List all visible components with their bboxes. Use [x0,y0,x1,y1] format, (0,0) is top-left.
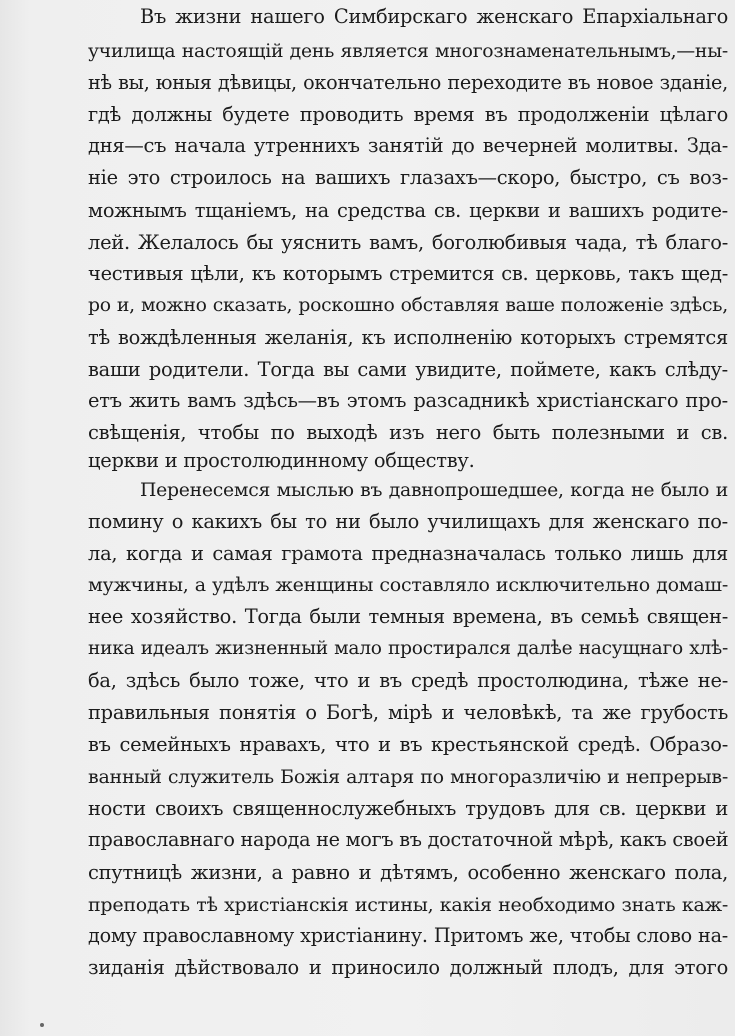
paragraph-2-line-3: ла, когда и самая грамота предназначалась только лишь для [88,542,728,565]
paragraph-1-line-3: нѣ вы, юныя дѣвицы, окончательно переходите въ новое зданіе, [88,71,728,94]
paragraph-1-line-12: ваши родители. Тогда вы сами увидите, поймете, какъ слѣду- [88,358,728,381]
ink-speck [40,1023,44,1027]
paragraph-2-line-7: ба, здѣсь было тоже, что и въ средѣ простолюдина, тѣже не- [88,669,728,692]
paragraph-1-line-4: гдѣ должны будете проводить время въ продолженіи цѣлаго [88,103,728,126]
paragraph-1-line-1: Въ жизни нашего Симбирскаго женскаго Епархіальнаго [140,5,728,28]
paragraph-2-line-6: ника идеалъ жизненный мало простирался далѣе насущнаго хлѣ- [88,638,728,659]
paragraph-2-line-8: правильныя понятія о Богѣ, мірѣ и человѣкѣ, та же грубость [88,701,728,724]
paragraph-1-line-8: лей. Желалось бы уяснить вамъ, боголюбивыя чада, тѣ благо- [88,231,728,254]
paragraph-1-line-6: ніе это строилось на вашихъ глазахъ—скоро, быстро, съ воз- [88,166,728,189]
paragraph-2-line-16: зиданія дѣйствовало и приносило должный плодъ, для этого [88,956,728,979]
paragraph-1-line-9: честивыя цѣли, къ которымъ стремится св. церковь, такъ щед- [88,262,728,285]
paragraph-2-line-10: ванный служитель Божія алтаря по многоразличію и непрерыв- [88,766,728,788]
paragraph-2-line-12: православнаго народа не могъ въ достаточной мѣрѣ, какъ своей [88,828,729,851]
paragraph-2-line-5: нее хозяйство. Тогда были темныя времена, въ семьѣ священ- [88,605,728,628]
paragraph-2-line-1: Перенесемся мыслью въ давнопрошедшее, когда не было и [140,480,728,501]
paragraph-1-line-13: етъ жить вамъ здѣсь—въ этомъ разсадникѣ христіанскаго про- [88,389,728,412]
paragraph-2-line-13: спутницѣ жизни, а равно и дѣтямъ, особенно женскаго пола, [88,861,728,884]
paragraph-1-line-2: училища настоящій день является многознаменательнымъ,—ны- [88,41,728,62]
paragraph-2-line-4: мужчины, а удѣлъ женщины составляло исключительно домаш- [88,574,728,596]
paragraph-1-line-7: можнымъ тщаніемъ, на средства св. церкви и вашихъ родите- [88,199,728,222]
paragraph-2-line-2: помину о какихъ бы то ни было училищахъ для женскаго по- [88,510,728,533]
paragraph-1-line-15: церкви и простолюдинному обществу. [88,449,475,472]
paragraph-2-line-14: преподать тѣ христіанскія истины, какія необходимо знать каж- [88,894,728,916]
paragraph-1-line-14: свѣщенія, чтобы по выходѣ изъ него быть полезными и св. [88,421,728,444]
paragraph-2-line-9: въ семейныхъ нравахъ, что и въ крестьянской средѣ. Образо- [88,733,728,756]
paragraph-2-line-15: дому православному христіанину. Притомъ же, чтобы слово на- [88,924,728,947]
paragraph-2-line-11: ности своихъ священнослужебныхъ трудовъ для св. церкви и [88,797,728,820]
paragraph-1-line-11: тѣ вождѣленныя желанія, къ исполненію которыхъ стремятся [88,326,728,349]
paragraph-1-line-10: ро и, можно сказать, роскошно обставляя ваше положеніе здѣсь, [88,295,728,316]
paragraph-1-line-5: дня—съ начала утреннихъ занятій до вечерней молитвы. Зда- [88,134,728,157]
